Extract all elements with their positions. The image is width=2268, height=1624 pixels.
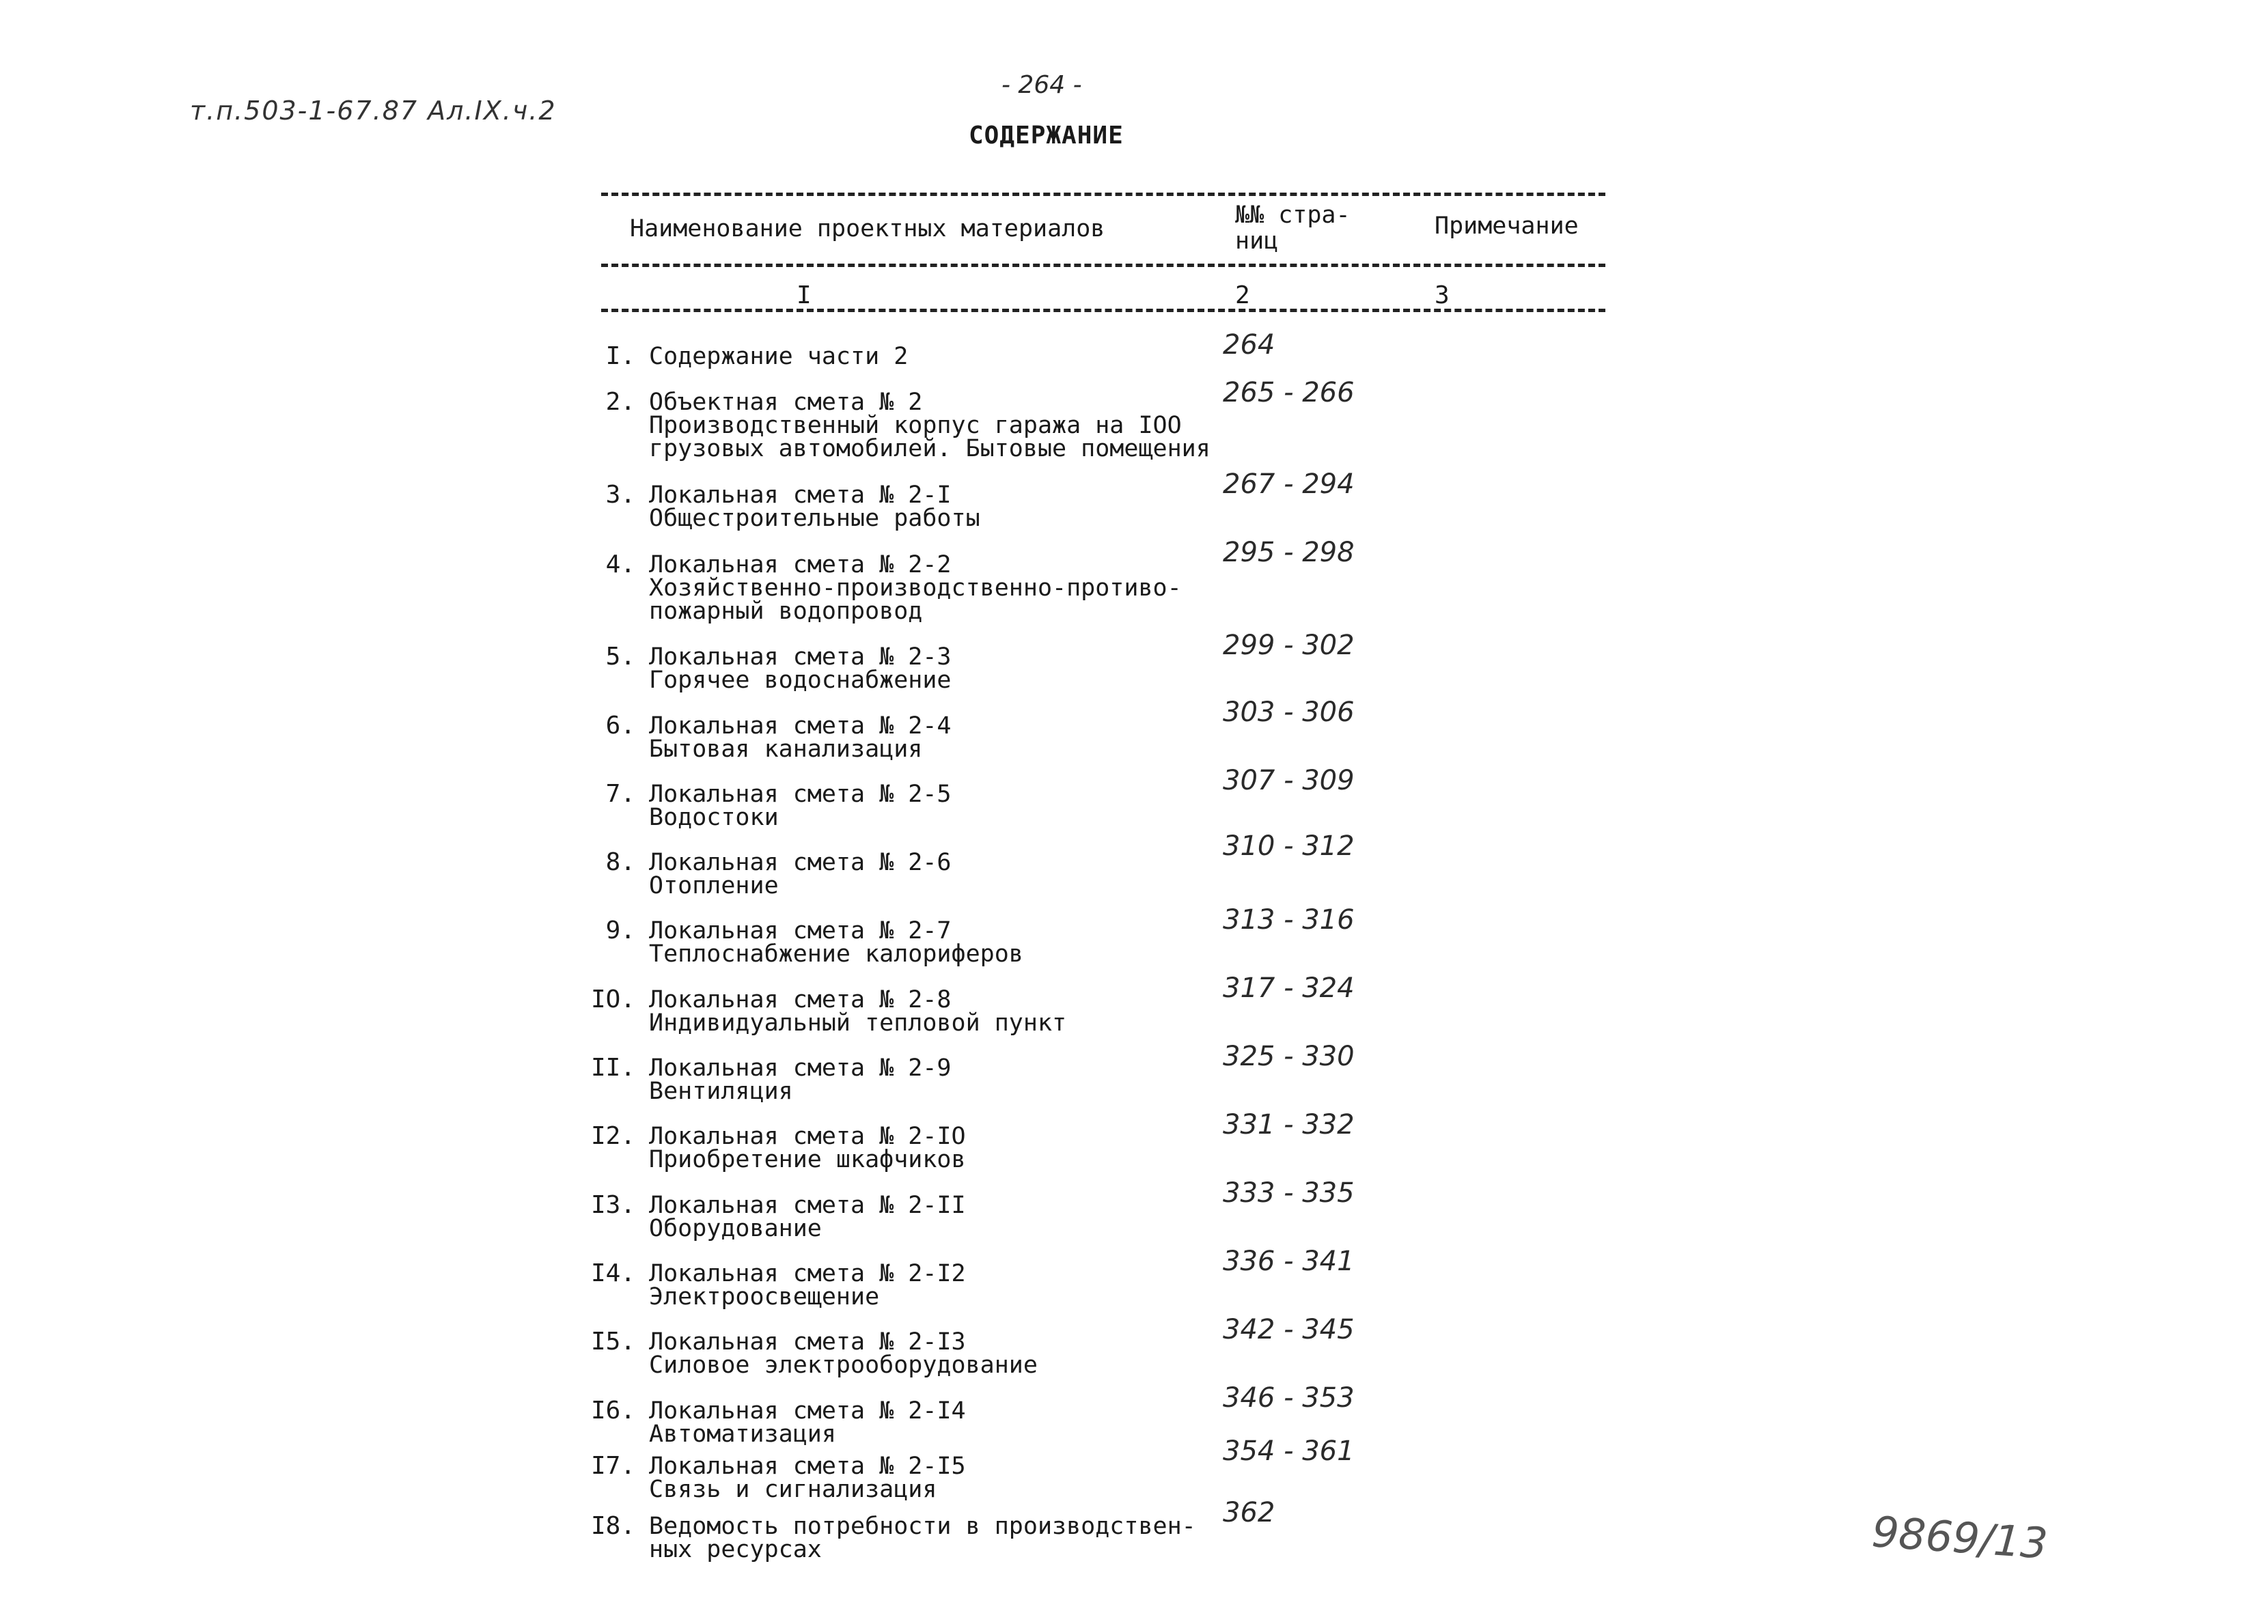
- item-number: I2.: [590, 1122, 635, 1150]
- item-pages: 299 - 302: [1223, 630, 1355, 661]
- item-pages: 303 - 306: [1223, 697, 1355, 728]
- item-number: I8.: [590, 1512, 635, 1540]
- item-number: 4.: [605, 550, 635, 578]
- item-number: I5.: [590, 1328, 635, 1356]
- item-pages: 333 - 335: [1223, 1177, 1355, 1209]
- item-name: Локальная смета № 2-8 Индивидуальный тепловой пункт: [649, 986, 1067, 1037]
- item-name: Локальная смета № 2-9 Вентиляция: [649, 1054, 952, 1105]
- handwritten-signature: 9869/13: [1870, 1507, 2049, 1569]
- item-pages: 336 - 341: [1223, 1246, 1355, 1277]
- item-pages: 331 - 332: [1223, 1109, 1355, 1140]
- item-pages: 362: [1223, 1497, 1275, 1528]
- item-name: Локальная смета № 2-I5 Связь и сигнализация: [649, 1453, 966, 1503]
- item-pages: 325 - 330: [1223, 1041, 1355, 1072]
- item-name: Локальная смета № 2-I4 Автоматизация: [649, 1397, 966, 1448]
- item-pages: 310 - 312: [1223, 830, 1355, 862]
- page-number: - 264 -: [1001, 71, 1082, 99]
- item-number: 8.: [605, 848, 635, 876]
- page-title: СОДЕРЖАНИЕ: [969, 122, 1124, 150]
- item-number: I7.: [590, 1452, 635, 1480]
- item-number: IO.: [590, 985, 635, 1013]
- item-pages: 295 - 298: [1223, 537, 1355, 568]
- item-pages: 307 - 309: [1223, 765, 1355, 796]
- item-number: 9.: [605, 916, 635, 944]
- item-number: II.: [590, 1054, 635, 1082]
- item-pages: 313 - 316: [1223, 904, 1355, 936]
- item-pages: 346 - 353: [1223, 1382, 1355, 1414]
- item-pages: 354 - 361: [1223, 1436, 1355, 1467]
- item-number: 5.: [605, 643, 635, 671]
- item-name: Локальная смета № 2-I Общестроительные работы: [649, 481, 980, 532]
- item-number: I6.: [590, 1397, 635, 1425]
- item-name: Локальная смета № 2-5 Водостоки: [649, 781, 952, 831]
- item-number: 2.: [605, 388, 635, 416]
- item-name: Объектная смета № 2 Производственный корпус гаража на IOO грузовых автомобилей. Бытовые помещения: [649, 389, 1211, 462]
- item-name: Локальная смета № 2-II Оборудование: [649, 1192, 966, 1242]
- item-number: 7.: [605, 780, 635, 808]
- item-pages: 265 - 266: [1223, 377, 1355, 408]
- table-top-rule: [601, 193, 1605, 196]
- item-name: Ведомость потребности в производствен- ных ресурсах: [649, 1513, 1196, 1563]
- item-name: Локальная смета № 2-I2 Электроосвещение: [649, 1260, 966, 1311]
- item-pages: 317 - 324: [1223, 972, 1355, 1004]
- header-note: Примечание: [1435, 212, 1579, 240]
- column-numbers-rule: [601, 309, 1605, 312]
- document-code: т.п.503-1-67.87 Ал.IX.ч.2: [190, 96, 557, 126]
- header-bottom-rule: [601, 264, 1605, 267]
- item-number: 3.: [605, 481, 635, 509]
- column-number-1: I: [797, 281, 812, 309]
- item-number: I.: [605, 342, 635, 370]
- column-number-3: 3: [1435, 281, 1450, 309]
- item-name: Локальная смета № 2-2 Хозяйственно-производственно-противо- пожарный водопровод: [649, 551, 1182, 625]
- item-pages: 264: [1223, 329, 1275, 361]
- header-pages: №№ стра- ниц: [1235, 201, 1351, 255]
- item-name: Локальная смета № 2-7 Теплоснабжение калориферов: [649, 917, 1023, 968]
- header-name: Наименование проектных материалов: [630, 215, 1105, 242]
- item-name: Локальная смета № 2-IO Приобретение шкафчиков: [649, 1123, 966, 1173]
- column-number-2: 2: [1235, 281, 1250, 309]
- item-number: I4.: [590, 1259, 635, 1287]
- item-number: 6.: [605, 712, 635, 740]
- item-name: Локальная смета № 2-6 Отопление: [649, 849, 952, 899]
- item-name: Содержание части 2: [649, 343, 909, 370]
- item-pages: 342 - 345: [1223, 1314, 1355, 1345]
- item-name: Локальная смета № 2-I3 Силовое электрооборудование: [649, 1328, 1038, 1379]
- item-number: I3.: [590, 1191, 635, 1219]
- item-pages: 267 - 294: [1223, 468, 1355, 500]
- item-name: Локальная смета № 2-4 Бытовая канализация: [649, 712, 952, 763]
- item-name: Локальная смета № 2-3 Горячее водоснабжение: [649, 643, 952, 694]
